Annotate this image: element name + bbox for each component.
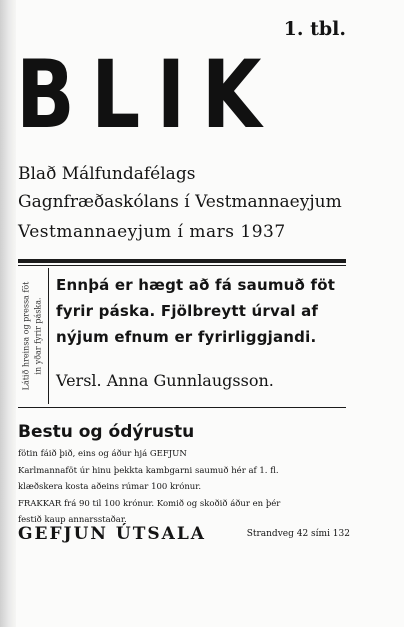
advert-body-line: Karlmannaföt úr hinu þekkta kambgarni saumuð hér af 1. fl. <box>18 465 279 476</box>
subtitle <box>18 160 358 216</box>
gefjun-address: Strandveg 42 sími 132 <box>246 529 350 539</box>
thick-divider <box>18 259 346 263</box>
tailor-advert <box>56 272 352 350</box>
advert-line-3: nýjum efnum er fyrirliggjandi. <box>56 328 317 346</box>
issue-number: 1. tbl. <box>283 18 346 40</box>
dateline: Vestmannaeyjum í mars 1937 <box>18 222 286 242</box>
advert-line-1: Ennþá er hægt að fá saumuð föt <box>56 276 336 294</box>
section-divider <box>18 407 346 408</box>
page-binding-edge <box>0 0 16 627</box>
masthead-title: BLIK <box>16 41 278 150</box>
advert-body-line: klæðskera kosta aðeins rúmar 100 krónur. <box>18 482 202 492</box>
sidebar-vertical-notice <box>18 268 46 404</box>
advert-body-line: fötin fáið þið, eins og áður hjá GEFJUN <box>18 449 187 459</box>
gefjun-advert-title: Bestu og ódýrustu <box>18 422 195 442</box>
sidebar-line-1: Látið hreinsa og pressa föt <box>21 281 31 391</box>
sidebar-line-2: in yðar fyrir páska. <box>33 297 43 375</box>
subtitle-line-2: Gagnfræðaskólans í Vestmannaeyjum <box>18 192 342 212</box>
gefjun-brand: GEFJUN ÚTSALA <box>18 524 206 544</box>
gefjun-advert-body <box>18 446 354 529</box>
advert-body-line: FRAKKAR frá 90 til 100 krónur. Komið og skoðið áður en þér <box>18 498 281 509</box>
advert-signature: Versl. Anna Gunnlaugsson. <box>56 371 274 390</box>
thin-divider <box>18 265 346 266</box>
advert-body-line: festið kaup annarsstaðar. <box>18 515 127 525</box>
advert-line-2: fyrir páska. Fjölbreytt úrval af <box>56 302 319 320</box>
sidebar-divider <box>48 268 49 404</box>
gefjun-brand-row <box>18 524 354 544</box>
subtitle-line-1: Blað Málfundafélags <box>18 164 196 184</box>
